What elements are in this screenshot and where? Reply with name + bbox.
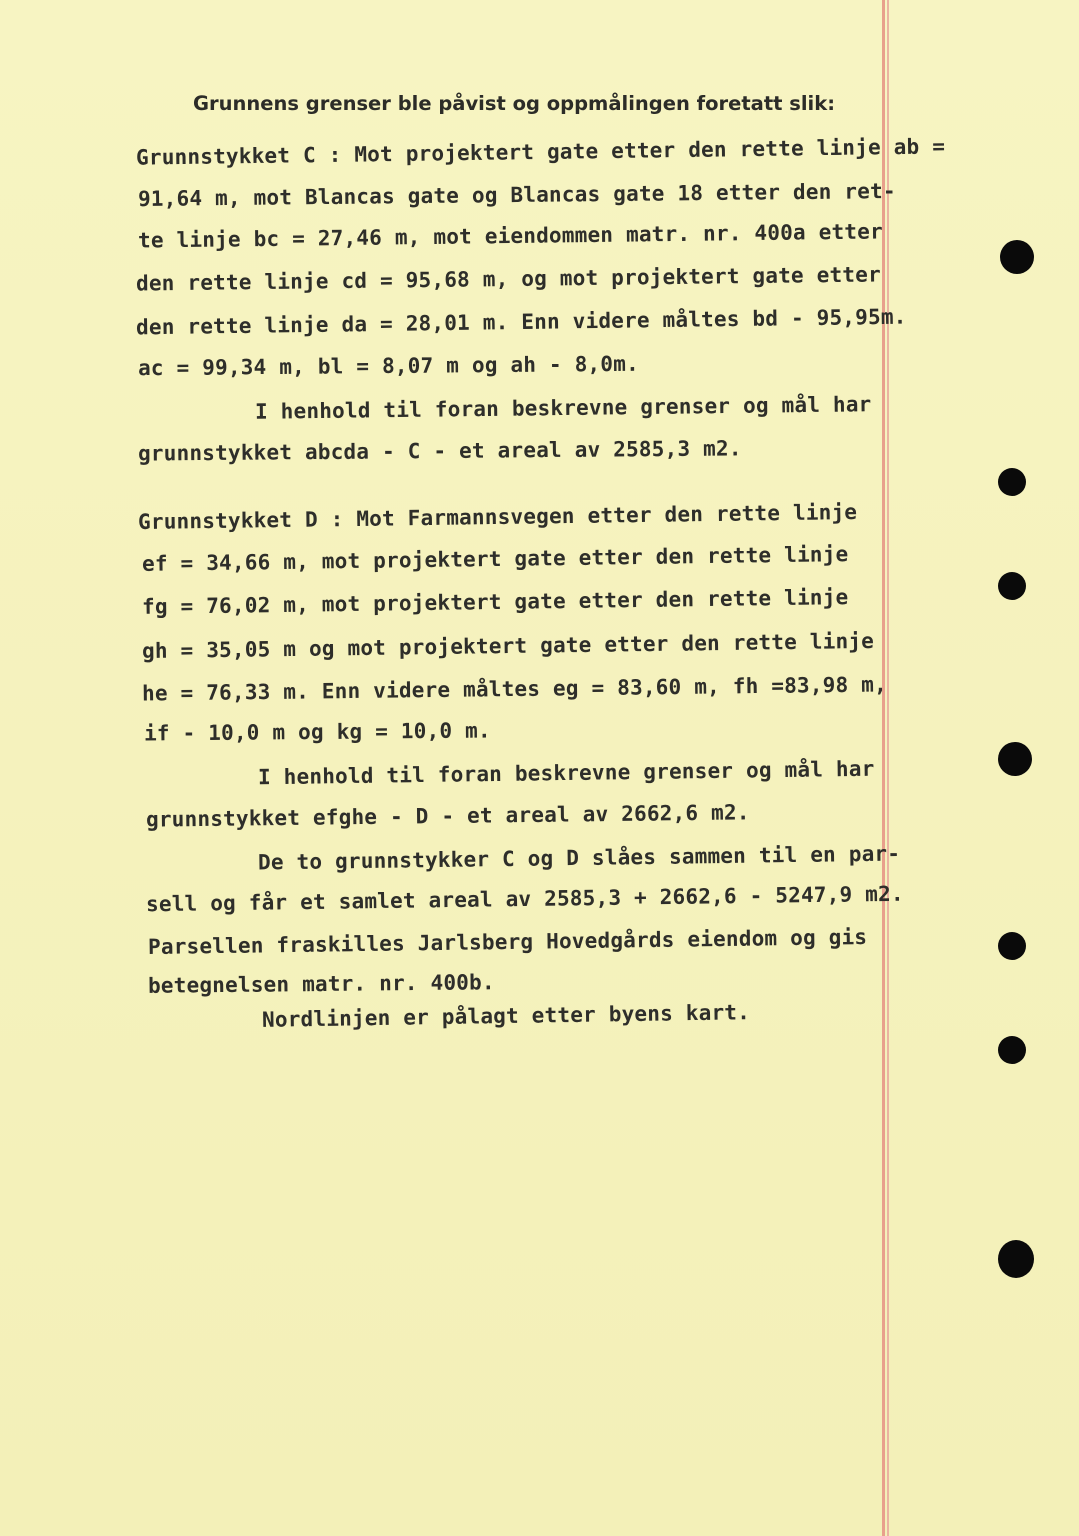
text-line: fg = 76,02 m, mot projektert gate etter den rette linje: [141, 585, 849, 619]
punch-hole: [998, 1240, 1034, 1278]
punch-hole: [1000, 240, 1034, 274]
text-line: I henhold til foran beskrevne grenser og mål har: [257, 756, 875, 790]
punch-hole: [998, 1036, 1026, 1064]
text-line: grunnstykket abcda - C - et areal av 2585,3 m2.: [137, 436, 742, 466]
text-line: te linje bc = 27,46 m, mot eiendommen matr. nr. 400a etter: [137, 219, 884, 253]
document-heading: Grunnens grenser ble påvist og oppmålingen foretatt slik:: [193, 92, 835, 115]
text-line: betegnelsen matr. nr. 400b.: [147, 970, 495, 998]
text-line: den rette linje cd = 95,68 m, og mot projektert gate etter: [135, 262, 882, 296]
text-line: Grunnstykket D : Mot Farmannsvegen etter den rette linje: [137, 499, 858, 535]
text-line: Parsellen fraskilles Jarlsberg Hovedgårds eiendom og gis: [147, 924, 868, 960]
text-line: 91,64 m, mot Blancas gate og Blancas gate 18 etter den ret-: [137, 179, 896, 211]
text-line: Nordlinjen er pålagt etter byens kart.: [261, 1000, 751, 1032]
margin-rule-inner: [887, 0, 889, 1536]
text-line: Grunnstykket C : Mot projektert gate etter den rette linje ab =: [135, 134, 946, 170]
text-line: grunnstykket efghe - D - et areal av 2662,6 m2.: [145, 800, 750, 832]
text-line: ef = 34,66 m, mot projektert gate etter den rette linje: [141, 542, 849, 576]
text-line: if - 10,0 m og kg = 10,0 m.: [143, 718, 491, 746]
text-line: I henhold til foran beskrevne grenser og mål har: [254, 392, 872, 424]
punch-hole: [998, 572, 1026, 600]
text-line: sell og får et samlet areal av 2585,3 + 2662,6 - 5247,9 m2.: [145, 881, 904, 917]
text-line: he = 76,33 m. Enn videre måltes eg = 83,60 m, fh =83,98 m,: [141, 672, 888, 706]
text-line: De to grunnstykker C og D slåes sammen til en par-: [257, 841, 901, 875]
text-line: den rette linje da = 28,01 m. Enn videre måltes bd - 95,95m.: [135, 304, 907, 340]
text-line: gh = 35,05 m og mot projektert gate etter den rette linje: [141, 628, 875, 664]
punch-hole: [998, 932, 1026, 960]
text-line: ac = 99,34 m, bl = 8,07 m og ah - 8,0m.: [137, 351, 639, 381]
punch-hole: [998, 742, 1032, 776]
punch-hole: [998, 468, 1026, 496]
